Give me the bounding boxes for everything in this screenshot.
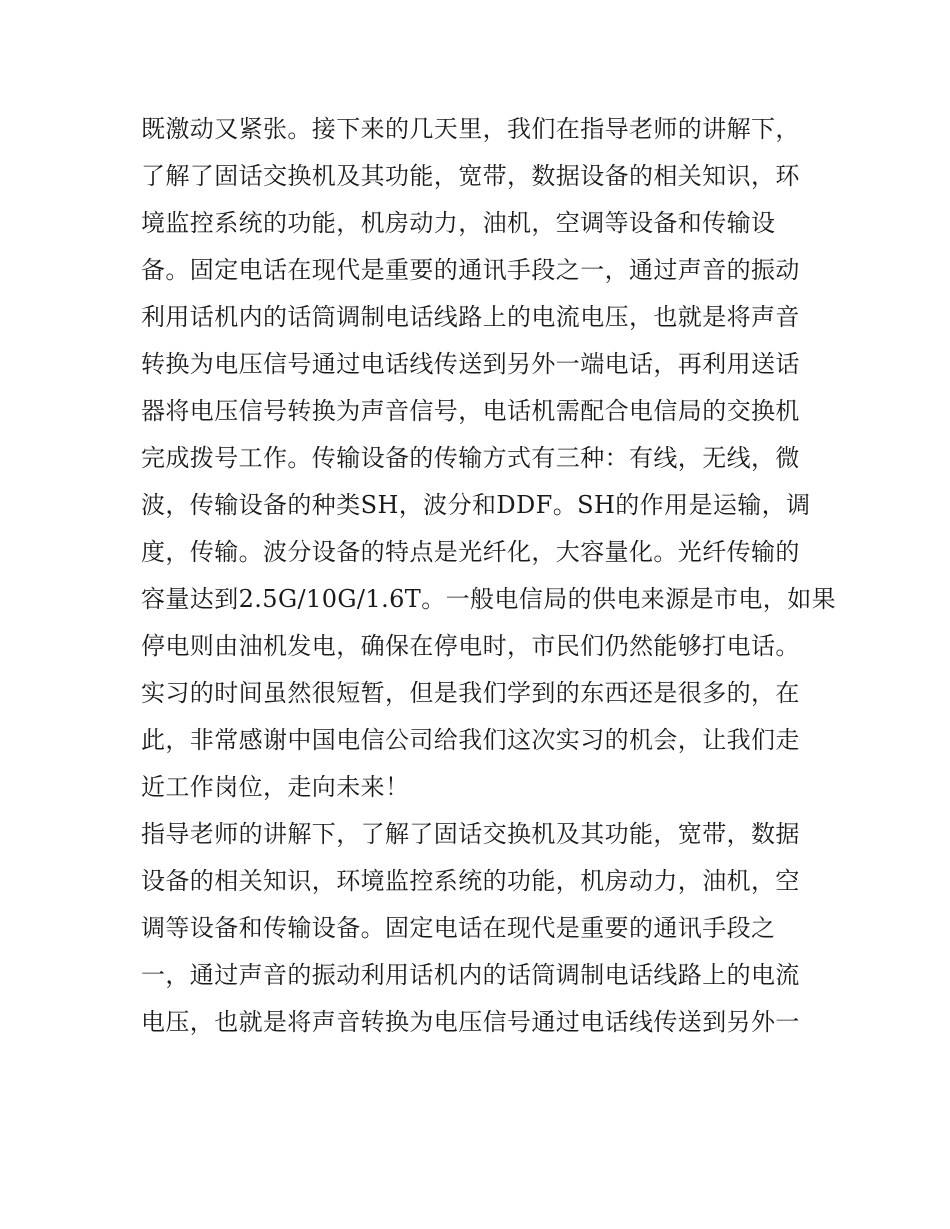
text-line: 波，传输设备的种类SH，波分和DDF。SH的作用是运输，调 xyxy=(141,491,811,519)
body-text xyxy=(141,106,836,1046)
text-line: 度，传输。波分设备的特点是光纤化，大容量化。光纤传输的 xyxy=(141,538,800,566)
text-line: 此，非常感谢中国电信公司给我们这次实习的机会，让我们走 xyxy=(141,726,800,754)
text-line: 转换为电压信号通过电话线传送到另外一端电话，再利用送话 xyxy=(141,350,800,378)
text-line: 停电则由油机发电，确保在停电时，市民们仍然能够打电话。 xyxy=(141,632,800,660)
text-line: 指导老师的讲解下，了解了固话交换机及其功能，宽带，数据 xyxy=(141,820,800,848)
text-line: 调等设备和传输设备。固定电话在现代是重要的通讯手段之 xyxy=(141,914,776,942)
text-line: 设备的相关知识，环境监控系统的功能，机房动力，油机，空 xyxy=(141,867,800,895)
text-line: 电压，也就是将声音转换为电压信号通过电话线传送到另外一 xyxy=(141,1008,800,1036)
text-line: 容量达到2.5G/10G/1.6T。一般电信局的供电来源是市电，如果 xyxy=(141,585,836,613)
text-line: 了解了固话交换机及其功能，宽带，数据设备的相关知识，环 xyxy=(141,162,800,190)
text-line: 一，通过声音的振动利用话机内的话筒调制电话线路上的电流 xyxy=(141,961,800,989)
text-line: 近工作岗位，走向未来！ xyxy=(141,773,410,801)
text-line: 器将电压信号转换为声音信号，电话机需配合电信局的交换机 xyxy=(141,397,800,425)
text-line: 利用话机内的话筒调制电话线路上的电流电压，也就是将声音 xyxy=(141,303,800,331)
text-line: 完成拨号工作。传输设备的传输方式有三种：有线，无线，微 xyxy=(141,444,800,472)
text-line: 既激动又紧张。接下来的几天里，我们在指导老师的讲解下， xyxy=(141,115,800,143)
text-line: 备。固定电话在现代是重要的通讯手段之一，通过声音的振动 xyxy=(141,256,800,284)
text-line: 实习的时间虽然很短暂，但是我们学到的东西还是很多的，在 xyxy=(141,679,800,707)
text-line: 境监控系统的功能，机房动力，油机，空调等设备和传输设 xyxy=(141,209,776,237)
